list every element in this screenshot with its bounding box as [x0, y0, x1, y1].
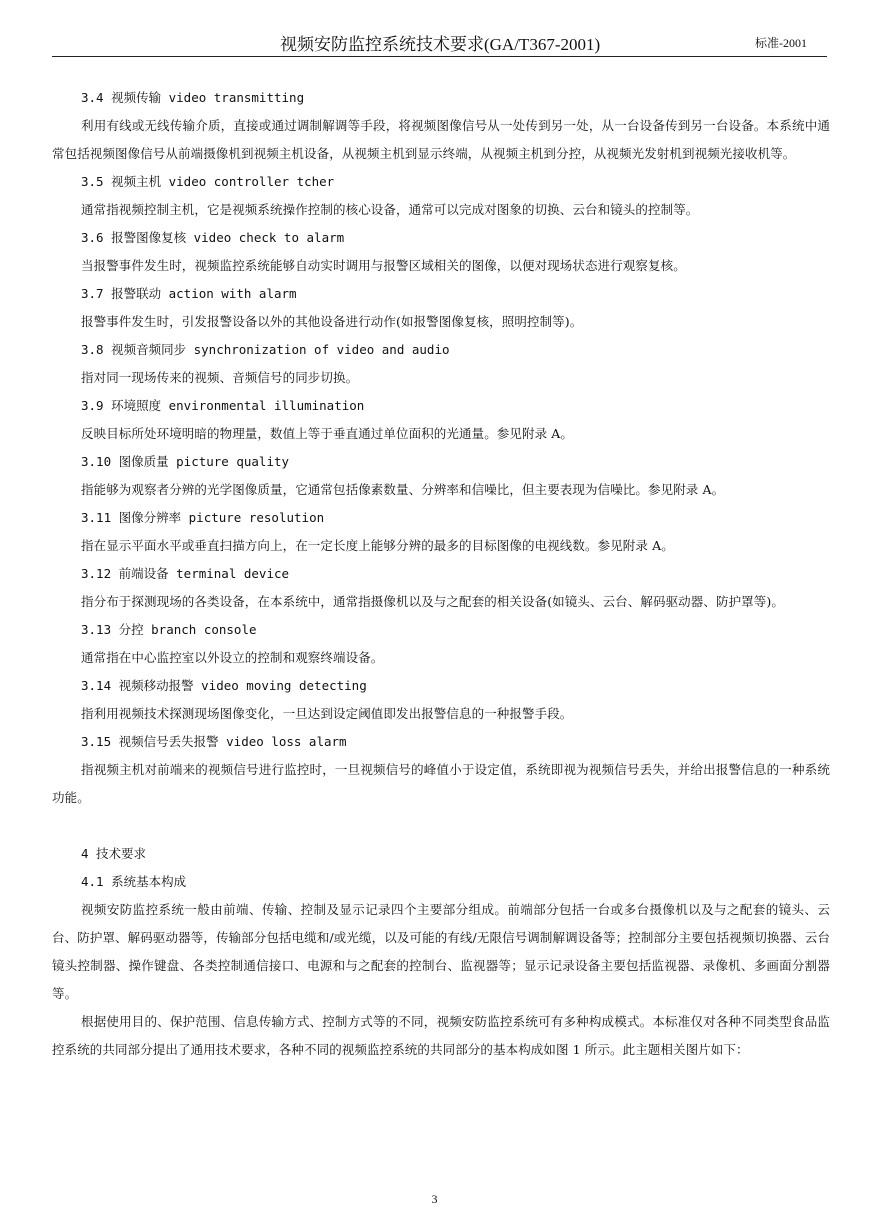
section-3-11 — [52, 504, 830, 560]
section-heading: 3.6 报警图像复核 video check to alarm — [81, 230, 345, 245]
section-heading: 3.13 分控 branch console — [81, 622, 257, 637]
section-3-9 — [52, 392, 830, 448]
header-standard-label: 标准-2001 — [755, 36, 807, 50]
section-3-8 — [52, 336, 830, 392]
section-paragraph: 通常指在中心监控室以外设立的控制和观察终端设备。 — [81, 650, 384, 665]
page-header — [52, 30, 827, 57]
section-paragraph: 指视频主机对前端来的视频信号进行监控时，一旦视频信号的峰值小于设定值，系统即视为视频信号丢失，并给出报警信息的一种系统功能。 — [52, 762, 830, 805]
section-3-7 — [52, 280, 830, 336]
section-heading: 3.15 视频信号丢失报警 video loss alarm — [81, 734, 347, 749]
section-heading: 3.8 视频音频同步 synchronization of video and audio — [81, 342, 450, 357]
section-paragraph: 报警事件发生时，引发报警设备以外的其他设备进行动作(如报警图像复核，照明控制等)。 — [81, 314, 583, 329]
section-heading: 3.14 视频移动报警 video moving detecting — [81, 678, 367, 693]
section-heading: 3.11 图像分辨率 picture resolution — [81, 510, 325, 525]
section-heading: 3.12 前端设备 terminal device — [81, 566, 290, 581]
blank-line — [52, 812, 830, 840]
chapter-paragraph-1: 视频安防监控系统一般由前端、传输、控制及显示记录四个主要部分组成。前端部分包括一台或多台摄像机以及与之配套的镜头、云台、防护罩、解码驱动器等，传输部分包括电缆和/或光缆，以及可能的有线/无限信号调制解调设备等；控制部分主要包括视频切换器、云台镜头控制器、操作键盘、各类控制通信接口、电源和与之配套的控制台、监视器等；显示记录设备主要包括监视器、录像机、多画面分割器等。 — [52, 902, 830, 1001]
section-paragraph: 当报警事件发生时，视频监控系统能够自动实时调用与报警区域相关的图像，以便对现场状态进行观察复核。 — [81, 258, 686, 273]
section-paragraph: 指在显示平面水平或垂直扫描方向上，在一定长度上能够分辨的最多的目标图像的电视线数。参见附录 A。 — [81, 538, 674, 553]
section-paragraph: 指分布于探测现场的各类设备，在本系统中，通常指摄像机以及与之配套的相关设备(如镜头、云台、解码驱动器、防护罩等)。 — [81, 594, 784, 609]
chapter-4 — [52, 840, 830, 1064]
header-title: 视频安防监控系统技术要求(GA/T367-2001) — [280, 35, 601, 54]
section-3-12 — [52, 560, 830, 616]
section-3-6 — [52, 224, 830, 280]
section-paragraph: 指对同一现场传来的视频、音频信号的同步切换。 — [81, 370, 359, 385]
sub-section-heading: 4.1 系统基本构成 — [81, 874, 187, 889]
chapter-heading: 4 技术要求 — [81, 846, 147, 861]
chapter-paragraph-2: 根据使用目的、保护范围、信息传输方式、控制方式等的不同，视频安防监控系统可有多种构成模式。本标准仅对各种不同类型食品监控系统的共同部分提出了通用技术要求，各种不同的视频监控系统的共同部分的基本构成如图 1 所示。此主题相关图片如下： — [52, 1014, 830, 1057]
section-paragraph: 指利用视频技术探测现场图像变化，一旦达到设定阈值即发出报警信息的一种报警手段。 — [81, 706, 573, 721]
section-paragraph: 利用有线或无线传输介质，直接或通过调制解调等手段，将视频图像信号从一处传到另一处，从一台设备传到另一台设备。本系统中通常包括视频图像信号从前端摄像机到视频主机设备，从视频主机到显示终端，从视频主机到分控，从视频光发射机到视频光接收机等。 — [52, 118, 830, 161]
section-3-14 — [52, 672, 830, 728]
section-heading: 3.7 报警联动 action with alarm — [81, 286, 297, 301]
section-3-5 — [52, 168, 830, 224]
section-heading: 3.5 视频主机 video controller tcher — [81, 174, 335, 189]
section-paragraph: 指能够为观察者分辨的光学图像质量，它通常包括像素数量、分辨率和信噪比，但主要表现为信噪比。参见附录 A。 — [81, 482, 725, 497]
document-body — [52, 84, 830, 1064]
section-paragraph: 反映目标所处环境明暗的物理量，数值上等于垂直通过单位面积的光通量。参见附录 A。 — [81, 426, 574, 441]
section-heading: 3.4 视频传输 video transmitting — [81, 90, 305, 105]
section-3-13 — [52, 616, 830, 672]
section-paragraph: 通常指视频控制主机，它是视频系统操作控制的核心设备，通常可以完成对图象的切换、云台和镜头的控制等。 — [81, 202, 699, 217]
section-heading: 3.9 环境照度 environmental illumination — [81, 398, 365, 413]
section-3-10 — [52, 448, 830, 504]
section-3-4 — [52, 84, 830, 168]
page-number: 3 — [431, 1192, 438, 1206]
section-3-15 — [52, 728, 830, 812]
section-heading: 3.10 图像质量 picture quality — [81, 454, 290, 469]
